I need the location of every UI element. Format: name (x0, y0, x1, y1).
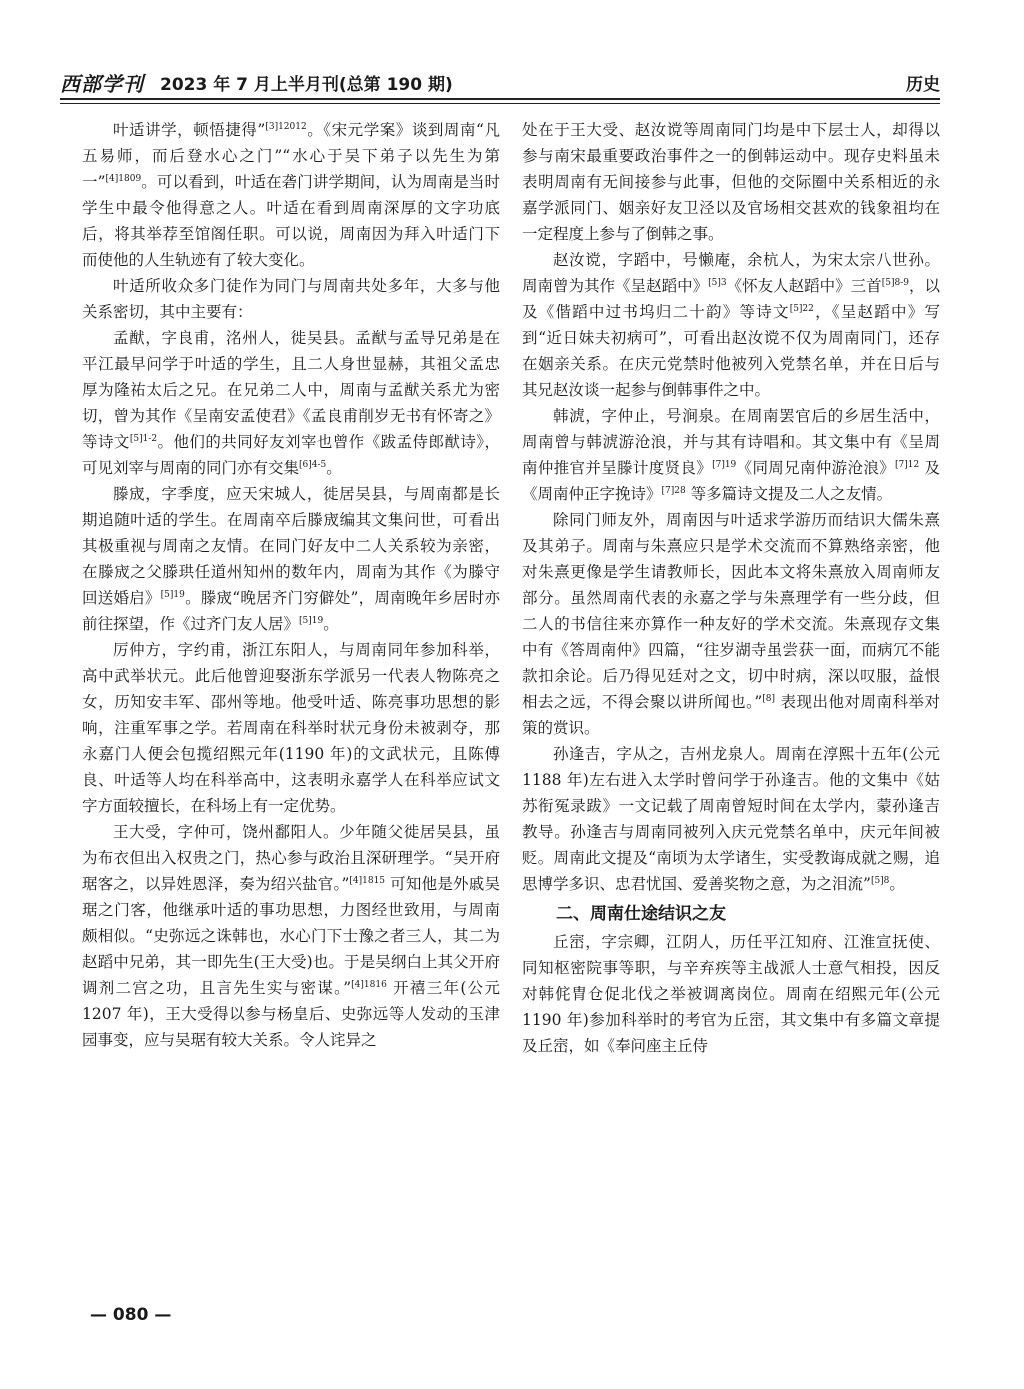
paragraph-text: 丘崈，字宗卿，江阴人，历任平江知府、江淮宣抚使、同知枢密院事等职，与辛弃疾等主战派人士意气相投，因反对韩侂胄仓促北伐之举被调离岗位。周南在绍熙元年(公元 1190 年)参加科举时的考官为丘崈，其文集中有多篇文章提及丘崈，如《奉问座主丘侍 (522, 933, 940, 1055)
paragraph-text: 。 (326, 459, 342, 477)
paragraph-text: 叶适所收众多门徒作为同门与周南共处多年，大多与他关系密切，其中主要有： (82, 277, 500, 321)
paragraph-text: 叶适讲学，顿悟捷得” (113, 121, 266, 139)
body-paragraph (82, 637, 500, 819)
issue-info: 2023 年 7 月上半月刊(总第 190 期) (160, 75, 453, 95)
citation-marker: [8] (762, 693, 776, 704)
body-paragraph (522, 741, 940, 897)
citation-marker: [4]1816 (351, 979, 387, 990)
page-number: — 080 — (90, 1305, 172, 1325)
body-paragraph (82, 117, 500, 273)
paragraph-text: 《怀友人赵蹈中》三首 (726, 277, 882, 295)
paragraph-text: 赵汝谠，字蹈中，号懒庵，余杭人，为宋太宗八世孙。周南曾为其作《呈赵蹈中》 (522, 251, 940, 295)
paragraph-text: 《同周兄南仲游沧浪》 (736, 459, 896, 477)
body-paragraph (82, 325, 500, 481)
citation-marker: [7]28 (661, 485, 686, 496)
paragraph-text: 厉仲方，字约甫，浙江东阳人，与周南同年参加科举，高中武举状元。此后他曾迎娶浙东学派另一代表人物陈亮之女，历知安丰军、邵州等地。他受叶适、陈亮事功思想的影响，注重军事之学。若周南在科举时状元身份未被剥夺，那永嘉门人便会包揽绍熙元年(1190 年)的文武状元，且陈傅良、叶适等人均在科举高中，这表明永嘉学人在科举应试文字方面较擅长，在科场上有一定优势。 (82, 641, 500, 815)
body-paragraph (82, 481, 500, 637)
paragraph-text: 孟猷，字良甫，洺州人，徙吴县。孟猷与孟导兄弟是在平江最早问学于叶适的学生，且二人身世显赫，其祖父孟忠厚为隆祐太后之兄。在兄弟二人中，周南与孟猷关系尤为密切，曾为其作《呈南安孟使君》《孟良甫削岁无书有怀寄之》等诗文 (82, 329, 500, 451)
paragraph-text: 开禧三年(公元 1207 年)，王大受得以参与杨皇后、史弥远等人发动的玉津园事变，应与吴琚有较大关系。令人诧异之 (82, 979, 500, 1049)
paragraph-text: 。他们的共同好友刘宰也曾作《跋孟侍郎猷诗》，可见刘宰与周南的同门亦有交集 (82, 433, 500, 477)
paragraph-text: 。《宋元学案》谈到周南“凡五易师，而后登水心之门”“水心于吴下弟子以先生为第一” (82, 121, 500, 191)
paragraph-text: 。 (889, 875, 905, 893)
running-header (60, 66, 940, 98)
left-text-column (82, 117, 500, 1053)
section-heading: 二、周南仕途结识之友 (556, 904, 726, 924)
paragraph-text: 。可以看到，叶适在砻门讲学期间，认为周南是当时学生中最令他得意之人。叶适在看到周南深厚的文字功底后，将其举荐至馆阁任职。可以说，周南因为拜入叶适门下而使他的人生轨迹有了较大变化。 (82, 173, 500, 269)
section-label: 历史 (906, 75, 940, 95)
paragraph-text: 韩淲，字仲止，号涧泉。在周南罢官后的乡居生活中，周南曾与韩淲游沧浪，并与其有诗唱和。其文集中有《呈周南仲推官并呈滕计度贤良》 (522, 407, 940, 477)
paragraph-text: 除同门师友外，周南因与叶适求学游历而结识大儒朱熹及其弟子。周南与朱熹应只是学术交流而不算熟络亲密，他对朱熹更像是学生请教师长，因此本文将朱熹放入周南师友部分。虽然周南代表的永嘉之学与朱熹理学有一些分歧，但二人的书信往来亦算作一种友好的学术交流。朱熹现存文集中有《答周南仲》四篇，“往岁湖寺虽尝获一面，而病冗不能款扣余论。后乃得见廷对之文，切中时病，深以叹服，益恨相去之远，不得会聚以讲所闻也。” (522, 511, 940, 711)
paragraph-text: 。滕宬“晚居齐门穷僻处”，周南晚年乡居时亦前往探望，作《过齐门友人居》 (82, 589, 500, 633)
header-rule-thin (60, 103, 940, 104)
citation-marker: [5]3 (708, 277, 727, 288)
citation-marker: [5]22 (789, 303, 814, 314)
paragraph-text: 王大受，字仲可，饶州鄱阳人。少年随父徙居吴县，虽为布衣但出入权贵之门，热心参与政治且深研理学。“吴开府琚客之，以异姓恩泽，奏为绍兴盐官。” (82, 823, 500, 893)
citation-marker: [5]8 (870, 875, 890, 886)
paragraph-text: ，《呈赵蹈中》写到“近日妹夫初病可”，可看出赵汝谠不仅为周南同门，还存在姻亲关系。在庆元党禁时他被列入党禁名单，并在日后与其兄赵汝谈一起参与倒韩事件之中。 (522, 303, 940, 399)
paragraph-text: 及《周南仲正字挽诗》 (522, 459, 940, 503)
citation-marker: [3]12012 (265, 121, 307, 132)
body-paragraph (522, 929, 940, 1059)
header-rule-thick (60, 98, 940, 100)
paragraph-text: 处在于王大受、赵汝谠等周南同门均是中下层士人，却得以参与南宋最重要政治事件之一的倒韩运动中。现存史料虽未表明周南有无间接参与此事，但他的交际圈中关系相近的永嘉学派同门、姻亲好友卫泾以及官场相交甚欢的钱象祖均在一定程度上参与了倒韩之事。 (522, 121, 940, 243)
body-paragraph (522, 247, 940, 403)
body-paragraph (82, 273, 500, 325)
paragraph-text: 。 (323, 615, 339, 633)
citation-marker: [4]1815 (349, 875, 386, 886)
paragraph-text: ，以及《偕蹈中过书坞归二十韵》等诗文 (522, 277, 940, 321)
paragraph-text: 表现出他对周南科举对策的赏识。 (522, 693, 940, 737)
citation-marker: [6]4-5 (299, 459, 327, 470)
journal-logo: 西部学刊 (60, 72, 144, 96)
body-paragraph (522, 507, 940, 741)
paragraph-text: 等多篇诗文提及二人之友情。 (685, 485, 893, 503)
citation-marker: [5]1-2 (129, 433, 158, 444)
body-paragraph (82, 819, 500, 1053)
body-paragraph (522, 117, 940, 247)
paragraph-text: 孙逢吉，字从之，吉州龙泉人。周南在淳熙十五年(公元 1188 年)左右进入太学时曾问学于孙逢吉。他的文集中《姑苏衔冤录跋》一文记载了周南曾短时间在太学内，蒙孙逢吉教导。孙逢吉与周南同被列入庆元党禁名单中，庆元年间被贬。周南此文提及“南顷为太学诸生，实受教诲成就之赐，追思博学多识、忠君忧国、爱善奖物之意，为之泪流” (522, 745, 940, 893)
citation-marker: [7]12 (895, 459, 920, 470)
citation-marker: [5]19 (160, 589, 185, 600)
citation-marker: [5]8-9 (881, 277, 909, 288)
paragraph-text: 滕宬，字季度，应天宋城人，徙居吴县，与周南都是长期追随叶适的学生。在周南卒后滕宬编其文集问世，可看出其极重视与周南之友情。在同门好友中二人关系较为亲密，在滕宬之父滕珙任道州知州的数年内，周南为其作《为滕守回送婚启》 (82, 485, 500, 607)
citation-marker: [4]1809 (105, 173, 142, 184)
right-text-column (522, 117, 940, 1059)
paragraph-text: 可知他是外戚吴琚之门客，他继承叶适的事功思想，力图经世致用，与周南颇相似。“史弥远之诛韩也，水心门下士豫之者三人，其二为赵蹈中兄弟，其一即先生(王大受)也。于是吴纲白上其父开府调剂二宫之功，且言先生实与密谋。” (82, 875, 500, 997)
citation-marker: [7]19 (712, 459, 737, 470)
body-paragraph (522, 403, 940, 507)
citation-marker: [5]19 (299, 615, 324, 626)
